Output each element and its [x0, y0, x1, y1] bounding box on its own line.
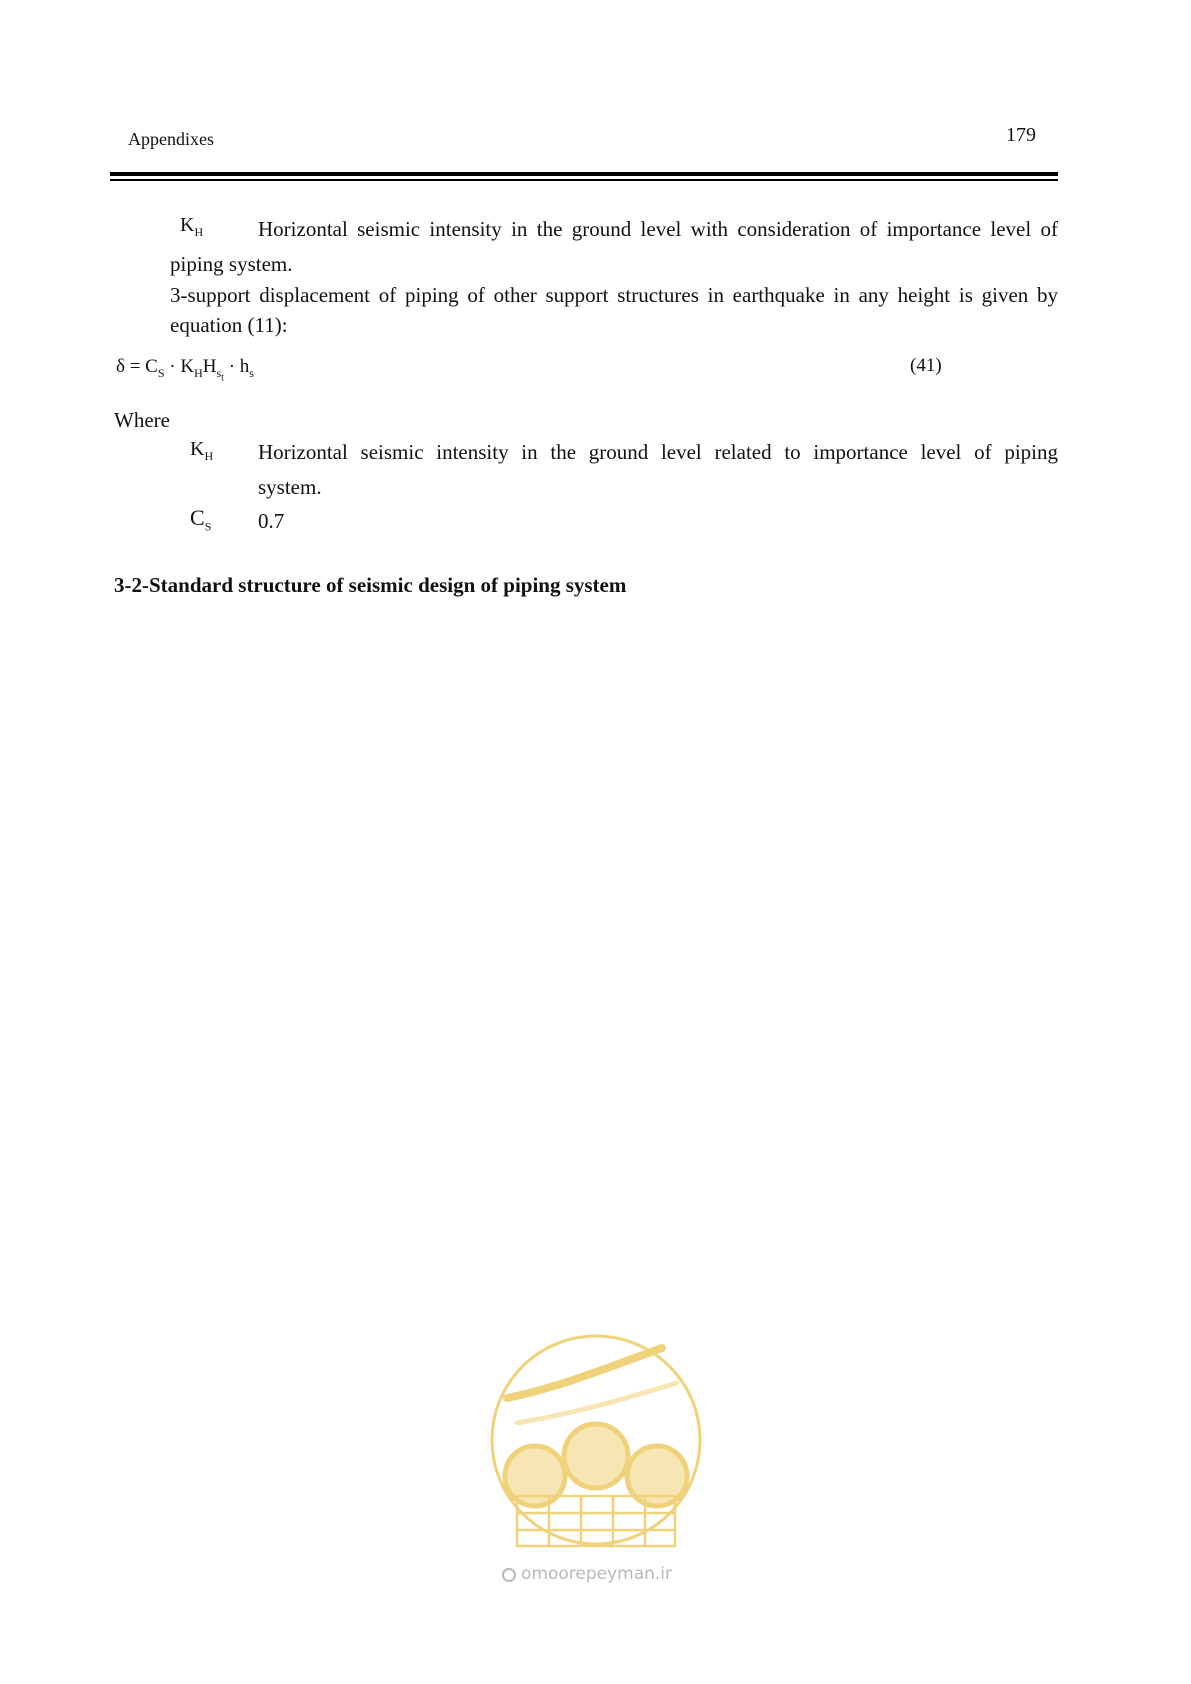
- definition-kh-1-continuation: piping system.: [170, 252, 293, 276]
- equation-displacement: $\delta = C_S \cdot K_HH_{s_t} \cdot h_s$: [116, 356, 254, 384]
- watermark-emblem-icon: [487, 1328, 705, 1588]
- symbol-kh-1: $K_H$: [180, 214, 204, 239]
- definition-kh-1: Horizontal seismic intensity in the ground level with consideration of importance level of: [258, 217, 1058, 241]
- definition-kh-2-continuation: system.: [258, 475, 322, 499]
- running-header: Appendixes: [128, 129, 214, 149]
- section-heading: 3-2-Standard structure of seismic design of piping system: [114, 573, 627, 597]
- watermark-logo: [487, 1328, 705, 1588]
- definition-cs-value: 0.7: [258, 509, 285, 533]
- header-rule-thin: [110, 179, 1058, 181]
- symbol-cs: $C_S$: [190, 505, 212, 534]
- paragraph-support-line-2: equation (11):: [170, 313, 288, 337]
- header-rule-thick: [110, 172, 1058, 176]
- watermark-site-label: omoorepeyman.ir: [521, 1564, 673, 1584]
- definition-kh-2: Horizontal seismic intensity in the ground level related to importance level of piping: [258, 440, 1058, 464]
- symbol-kh-2: $K_H$: [190, 438, 214, 463]
- paragraph-support-line-1: 3-support displacement of piping of other support structures in earthquake in any height is given by: [170, 283, 1058, 307]
- page-number: 179: [1006, 124, 1036, 146]
- where-label: Where: [114, 408, 170, 432]
- equation-number: (41): [910, 355, 942, 376]
